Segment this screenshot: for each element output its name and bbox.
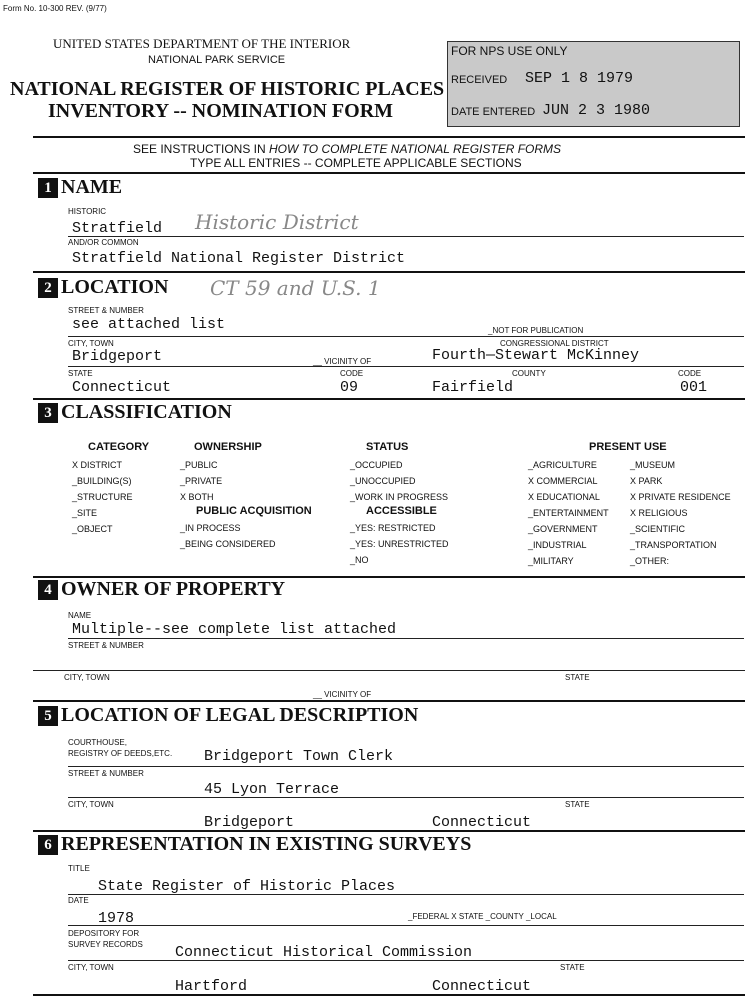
divider — [33, 700, 745, 702]
code-label: CODE — [340, 369, 364, 378]
owner-state-label: STATE — [565, 673, 590, 682]
state-value: Connecticut — [72, 379, 172, 396]
divider — [33, 172, 745, 174]
section-6-header — [38, 833, 471, 856]
owner-name-value: Multiple--see complete list attached — [72, 621, 397, 638]
field-line — [33, 670, 745, 671]
street-label: STREET & NUMBER — [68, 306, 144, 315]
list-item: _TRANSPORTATION — [630, 540, 717, 550]
owner-vicinity-label: __ VICINITY OF — [313, 690, 372, 699]
list-item: _OTHER: — [630, 556, 670, 566]
section-4-number: 4 — [38, 580, 58, 600]
owner-city-label: CITY, TOWN — [64, 673, 110, 682]
list-item: _WORK IN PROGRESS — [350, 492, 449, 502]
present-use-list-2 — [630, 457, 731, 569]
legal-street-value: 45 Lyon Terrace — [204, 781, 340, 798]
list-item: _OBJECT — [72, 524, 113, 534]
list-item: _YES: UNRESTRICTED — [350, 539, 449, 549]
section-1-title: NAME — [61, 176, 123, 198]
divider — [33, 136, 745, 138]
congressional-district-value: Fourth—Stewart McKinney — [432, 347, 640, 364]
common-name-value: Stratfield National Register District — [72, 250, 406, 267]
ownership-heading: OWNERSHIP — [194, 441, 262, 453]
category-heading: CATEGORY — [88, 441, 150, 453]
list-item: _SCIENTIFIC — [630, 524, 686, 534]
service-name: NATIONAL PARK SERVICE — [148, 54, 286, 66]
state-code-value: 09 — [340, 379, 359, 396]
instructions-line-2: TYPE ALL ENTRIES -- COMPLETE APPLICABLE SECTIONS — [190, 156, 522, 170]
depository-value: Connecticut Historical Commission — [175, 944, 473, 961]
list-item: X EDUCATIONAL — [528, 492, 600, 502]
date-entered-label: DATE ENTERED — [451, 106, 536, 118]
form-title-2: INVENTORY -- NOMINATION FORM — [48, 100, 394, 122]
section-5-header — [38, 704, 418, 727]
section-6-number: 6 — [38, 835, 58, 855]
section-4-header — [38, 578, 285, 601]
common-name-label: AND/OR COMMON — [68, 238, 139, 247]
owner-street-label: STREET & NUMBER — [68, 641, 144, 650]
section-3-number: 3 — [38, 403, 58, 423]
list-item: _AGRICULTURE — [528, 460, 597, 470]
field-line — [68, 236, 744, 237]
survey-title-value: State Register of Historic Places — [98, 878, 396, 895]
historic-label: HISTORIC — [68, 207, 107, 216]
field-line — [68, 960, 744, 961]
list-item: _OCCUPIED — [350, 460, 403, 470]
list-item: _IN PROCESS — [180, 523, 241, 533]
section-6-title: REPRESENTATION IN EXISTING SURVEYS — [61, 833, 472, 855]
divider — [33, 830, 745, 832]
survey-date-label: DATE — [68, 896, 89, 905]
section-3-header — [38, 401, 232, 424]
list-item: _BEING CONSIDERED — [180, 539, 276, 549]
city-label: CITY, TOWN — [68, 339, 114, 348]
city-value: Bridgeport — [72, 348, 163, 365]
list-item: _UNOCCUPIED — [350, 476, 416, 486]
section-5-number: 5 — [38, 706, 58, 726]
accessible-heading: ACCESSIBLE — [366, 505, 437, 517]
county-value: Fairfield — [432, 379, 514, 396]
depository-city-value: Hartford — [175, 978, 248, 995]
list-item: _MUSEUM — [630, 460, 676, 470]
accessible-list — [350, 520, 449, 568]
department-name: UNITED STATES DEPARTMENT OF THE INTERIOR — [53, 36, 351, 51]
section-5-title: LOCATION OF LEGAL DESCRIPTION — [61, 704, 419, 726]
field-line — [68, 366, 744, 367]
section-2-number: 2 — [38, 278, 58, 298]
courthouse-value: Bridgeport Town Clerk — [204, 748, 394, 765]
ownership-list — [180, 457, 222, 505]
list-item: _YES: RESTRICTED — [350, 523, 436, 533]
survey-title-label: TITLE — [68, 864, 90, 873]
divider — [33, 271, 745, 273]
section-2-title: LOCATION — [61, 276, 169, 298]
list-item: X BOTH — [180, 492, 214, 502]
section-4-title: OWNER OF PROPERTY — [61, 578, 286, 600]
instructions-form-title: HOW TO COMPLETE NATIONAL REGISTER FORMS — [269, 142, 562, 156]
street-value: see attached list — [72, 316, 226, 333]
date-entered-stamp: JUN 2 3 1980 — [542, 102, 651, 119]
present-use-heading: PRESENT USE — [589, 441, 667, 453]
list-item: X COMMERCIAL — [528, 476, 598, 486]
field-line — [68, 894, 744, 895]
historic-handwritten: Historic District — [195, 210, 359, 234]
courthouse-label-1: COURTHOUSE, — [68, 738, 127, 747]
section-1-number: 1 — [38, 178, 58, 198]
instructions-prefix: SEE INSTRUCTIONS IN — [133, 142, 270, 156]
county-code-value: 001 — [680, 379, 708, 396]
survey-levels: _FEDERAL X STATE _COUNTY _LOCAL — [408, 912, 557, 921]
state-label: STATE — [68, 369, 93, 378]
list-item: _SITE — [72, 508, 98, 518]
list-item: X RELIGIOUS — [630, 508, 688, 518]
depository-city-label: CITY, TOWN — [68, 963, 114, 972]
divider — [33, 398, 745, 400]
divider — [33, 994, 745, 996]
location-handwritten: CT 59 and U.S. 1 — [210, 276, 381, 300]
depository-state-value: Connecticut — [432, 978, 532, 995]
section-3-title: CLASSIFICATION — [61, 401, 232, 423]
legal-state-label: STATE — [565, 800, 590, 809]
vicinity-label: __ VICINITY OF — [313, 357, 372, 366]
legal-state-value: Connecticut — [432, 814, 532, 831]
list-item: _NO — [350, 555, 369, 565]
section-1-header — [38, 176, 122, 199]
county-code-label: CODE — [678, 369, 702, 378]
owner-name-label: NAME — [68, 611, 92, 620]
section-2-header — [38, 276, 168, 299]
courthouse-label-2: REGISTRY OF DEEDS,ETC. — [68, 749, 173, 758]
field-line — [68, 766, 744, 767]
field-line — [68, 638, 744, 639]
list-item: X PARK — [630, 476, 663, 486]
depository-label-1: DEPOSITORY FOR — [68, 929, 140, 938]
historic-value: Stratfield — [72, 220, 163, 237]
list-item: _MILITARY — [528, 556, 574, 566]
depository-state-label: STATE — [560, 963, 585, 972]
list-item: _PUBLIC — [180, 460, 218, 470]
status-list — [350, 457, 448, 505]
list-item: X PRIVATE RESIDENCE — [630, 492, 731, 502]
list-item: _PRIVATE — [180, 476, 223, 486]
nps-use-box — [447, 41, 740, 127]
present-use-list-1 — [528, 457, 609, 569]
list-item: _ENTERTAINMENT — [528, 508, 609, 518]
county-label: COUNTY — [512, 369, 546, 378]
received-label: RECEIVED — [451, 74, 508, 86]
status-heading: STATUS — [366, 441, 409, 453]
legal-city-label: CITY, TOWN — [68, 800, 114, 809]
instructions-line-1 — [133, 142, 561, 156]
field-line — [68, 797, 744, 798]
list-item: _STRUCTURE — [72, 492, 133, 502]
received-stamp: SEP 1 8 1979 — [525, 70, 634, 87]
acquisition-list — [180, 520, 276, 552]
list-item: _GOVERNMENT — [528, 524, 598, 534]
list-item: X DISTRICT — [72, 460, 123, 470]
field-line — [68, 336, 744, 337]
nps-box-label: FOR NPS USE ONLY — [451, 44, 568, 58]
form-title-1: NATIONAL REGISTER OF HISTORIC PLACES — [10, 78, 445, 100]
public-acquisition-heading: PUBLIC ACQUISITION — [196, 505, 312, 517]
not-for-publication: _NOT FOR PUBLICATION — [488, 326, 584, 335]
list-item: _BUILDING(S) — [72, 476, 132, 486]
depository-label-2: SURVEY RECORDS — [68, 940, 143, 949]
legal-street-label: STREET & NUMBER — [68, 769, 144, 778]
list-item: _INDUSTRIAL — [528, 540, 587, 550]
survey-date-value: 1978 — [98, 910, 135, 927]
congressional-district-label: CONGRESSIONAL DISTRICT — [500, 339, 609, 348]
legal-city-value: Bridgeport — [204, 814, 295, 831]
form-number: Form No. 10-300 REV. (9/77) — [3, 4, 107, 13]
category-list — [72, 457, 133, 537]
field-line — [68, 925, 744, 926]
